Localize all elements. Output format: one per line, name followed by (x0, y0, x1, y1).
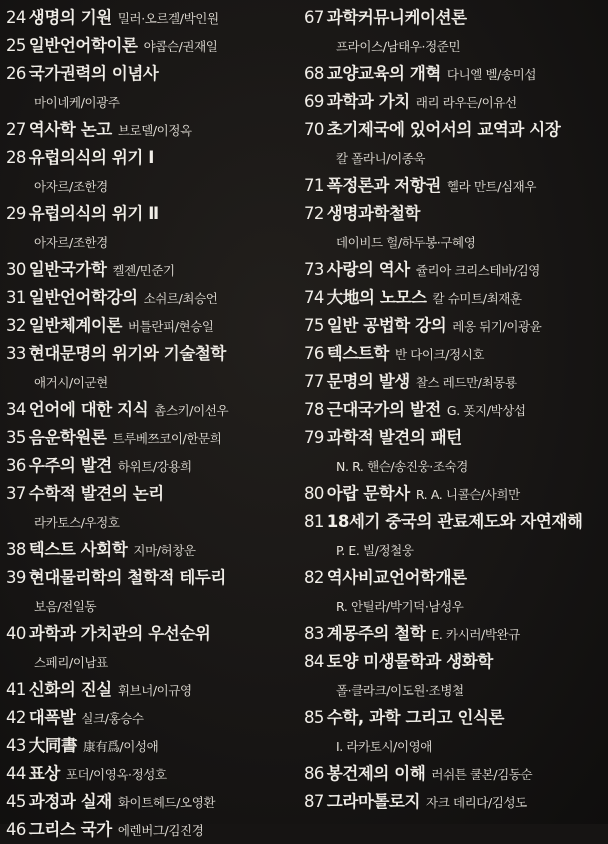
book-title: 표상 (28, 764, 60, 783)
book-author: 데이비드 헐/하두봉·구혜영 (336, 235, 476, 250)
book-num: 79 (304, 428, 324, 447)
book-title: 과학적 발견의 패턴 (326, 428, 462, 447)
book-num: 24 (6, 8, 26, 27)
book-author: 라카토스/우정호 (34, 515, 120, 530)
book-author: 에렌버그/김진경 (117, 823, 204, 838)
book-entry (304, 312, 604, 340)
book-author: E. 카시러/박완규 (431, 627, 520, 642)
book-title: 일반언어학강의 (28, 288, 138, 307)
book-author: 트루베쯔코이/한문희 (112, 431, 222, 446)
book-num: 26 (6, 64, 26, 83)
book-title: 大地의 노모스 (326, 288, 427, 307)
book-entry (6, 704, 306, 732)
book-author: 보음/전일동 (34, 599, 97, 614)
book-num: 42 (6, 708, 26, 727)
book-author: 프라이스/남태우·정준민 (336, 39, 461, 54)
book-author: 켈젠/민준기 (112, 263, 175, 278)
book-entry (304, 620, 604, 648)
book-num: 84 (304, 652, 324, 671)
book-num: 27 (6, 120, 26, 139)
book-num: 81 (304, 512, 324, 531)
book-entry (6, 788, 306, 816)
book-author: 반 다이크/정시호 (394, 347, 485, 362)
book-title: 문명의 발생 (326, 372, 410, 391)
book-entry (6, 452, 306, 480)
book-num: 25 (6, 36, 26, 55)
book-num: 69 (304, 92, 324, 111)
book-title: 大同書 (28, 736, 78, 755)
book-title: 폭정론과 저항권 (326, 176, 441, 195)
book-entry (6, 732, 306, 760)
book-num: 28 (6, 148, 26, 167)
book-entry (304, 116, 604, 144)
book-entry (304, 284, 604, 312)
book-title: 역사학 논고 (28, 120, 112, 139)
book-entry (6, 144, 306, 172)
book-entry (304, 200, 604, 228)
book-entry (6, 256, 306, 284)
book-author: 브로델/이정옥 (117, 123, 192, 138)
book-title: 그라마톨로지 (326, 792, 421, 811)
book-title: 초기제국에 있어서의 교역과 시장 (326, 120, 561, 139)
book-author-line (6, 508, 306, 536)
book-author: 스페리/이남표 (34, 655, 108, 670)
book-author: I. 라카토시/이영애 (336, 739, 432, 754)
book-author: G. 폿지/박상섭 (446, 403, 526, 418)
book-title: 과학과 가치관의 우선순위 (28, 624, 211, 643)
book-num: 85 (304, 708, 324, 727)
book-num: 35 (6, 428, 26, 447)
book-entry (304, 60, 604, 88)
left-column (6, 4, 306, 844)
book-num: 40 (6, 624, 26, 643)
book-author-line (304, 452, 604, 480)
book-author: 칼 슈미트/최재훈 (432, 291, 522, 306)
book-num: 71 (304, 176, 324, 195)
book-num: 76 (304, 344, 324, 363)
book-author: 촘스키/이선우 (154, 403, 229, 418)
book-title: 음운학원론 (28, 428, 107, 447)
book-author: 휘브너/이규영 (117, 683, 192, 698)
book-author: 찰스 레드만/최몽룡 (415, 375, 517, 390)
book-title: 생명과학철학 (326, 204, 421, 223)
book-num: 67 (304, 8, 324, 27)
book-entry (6, 676, 306, 704)
book-author: 야콥슨/권재일 (143, 39, 218, 54)
book-entry (304, 172, 604, 200)
book-entry (6, 60, 306, 88)
book-title: 생명의 기원 (28, 8, 112, 27)
book-title: 유럽의식의 위기 Ⅱ (28, 204, 159, 223)
book-title: 우주의 발견 (28, 456, 112, 475)
book-num: 75 (304, 316, 324, 335)
book-title: 과정과 실재 (28, 792, 112, 811)
book-author: 애거시/이군현 (34, 375, 108, 390)
book-num: 29 (6, 204, 26, 223)
book-author: 래리 라우든/이유선 (415, 95, 517, 110)
book-author: 폴·클라크/이도원·조병철 (336, 683, 464, 698)
book-title: 그리스 국가 (28, 820, 112, 839)
book-num: 83 (304, 624, 324, 643)
book-author: R. A. 니콜슨/사희만 (415, 487, 520, 502)
book-title: 수학적 발견의 논리 (28, 484, 164, 503)
book-title: 현대문명의 위기와 기술철학 (28, 344, 226, 363)
book-num: 33 (6, 344, 26, 363)
book-num: 45 (6, 792, 26, 811)
book-title: 일반국가학 (28, 260, 107, 279)
book-entry (304, 88, 604, 116)
book-author: 레옹 뒤기/이광윤 (452, 319, 542, 334)
book-entry (304, 368, 604, 396)
book-num: 82 (304, 568, 324, 587)
book-entry (304, 480, 604, 508)
book-title: 유럽의식의 위기 Ⅰ (28, 148, 154, 167)
book-num: 31 (6, 288, 26, 307)
book-entry (304, 648, 604, 676)
book-author: 마이네케/이광주 (34, 95, 120, 110)
book-entry (304, 508, 604, 536)
book-num: 41 (6, 680, 26, 699)
book-entry (6, 760, 306, 788)
book-entry (6, 200, 306, 228)
book-author: 밀러·오르겔/박인원 (117, 11, 219, 26)
book-author: 지마/허창운 (133, 543, 196, 558)
book-num: 72 (304, 204, 324, 223)
book-author: R. 안틸라/박기덕·남성우 (336, 599, 464, 614)
book-entry (6, 564, 306, 592)
book-entry (6, 340, 306, 368)
book-entry (304, 704, 604, 732)
book-author: 하위트/강용희 (117, 459, 192, 474)
book-author-line (304, 228, 604, 256)
book-author: 칼 폴라니/이종욱 (336, 151, 426, 166)
book-title: 과학과 가치 (326, 92, 410, 111)
book-author: 포더/이영옥·정성호 (65, 767, 167, 782)
book-entry (6, 480, 306, 508)
book-author: 화이트헤드/오영환 (117, 795, 216, 810)
book-author-line (304, 592, 604, 620)
book-title: 18세기 중국의 관료제도와 자연재해 (326, 512, 583, 531)
book-num: 46 (6, 820, 26, 839)
book-entry (304, 760, 604, 788)
book-author: 소쉬르/최승언 (143, 291, 218, 306)
book-author: 자크 데리다/김성도 (426, 795, 527, 810)
book-author-line (304, 32, 604, 60)
book-author: 버틀란피/현승일 (128, 319, 214, 334)
book-title: 국가권력의 이념사 (28, 64, 159, 83)
book-num: 78 (304, 400, 324, 419)
book-author-line (304, 536, 604, 564)
book-author-line (6, 228, 306, 256)
book-title: 수학, 과학 그리고 인식론 (326, 708, 505, 727)
book-title: 근대국가의 발전 (326, 400, 441, 419)
book-num: 38 (6, 540, 26, 559)
book-title: 현대물리학의 철학적 테두리 (28, 568, 226, 587)
book-author-line (6, 368, 306, 396)
book-num: 77 (304, 372, 324, 391)
book-entry (304, 340, 604, 368)
book-num: 43 (6, 736, 26, 755)
book-title: 일반언어학이론 (28, 36, 138, 55)
book-title: 신화의 진실 (28, 680, 112, 699)
book-num: 73 (304, 260, 324, 279)
book-entry (304, 424, 604, 452)
book-num: 80 (304, 484, 324, 503)
book-title: 언어에 대한 지식 (28, 400, 149, 419)
book-num: 87 (304, 792, 324, 811)
book-num: 70 (304, 120, 324, 139)
book-num: 86 (304, 764, 324, 783)
book-author: 다니엘 벨/송미섭 (446, 67, 537, 82)
book-author: 헬라 만트/심재우 (446, 179, 537, 194)
book-author: P. E. 빌/정철웅 (336, 543, 414, 558)
book-num: 36 (6, 456, 26, 475)
book-title: 계몽주의 철학 (326, 624, 426, 643)
book-title: 텍스트학 (326, 344, 389, 363)
book-entry (304, 788, 604, 816)
book-title: 사랑의 역사 (326, 260, 410, 279)
book-entry (304, 256, 604, 284)
book-num: 30 (6, 260, 26, 279)
book-num: 74 (304, 288, 324, 307)
book-title: 토양 미생물학과 생화학 (326, 652, 493, 671)
book-entry (6, 312, 306, 340)
book-author: 쥴리아 크리스테바/김영 (415, 263, 540, 278)
book-title: 대폭발 (28, 708, 76, 727)
book-num: 44 (6, 764, 26, 783)
book-entry (304, 4, 604, 32)
book-author-line (304, 144, 604, 172)
book-num: 68 (304, 64, 324, 83)
book-author: N. R. 핸슨/송진웅·조숙경 (336, 459, 468, 474)
right-column (304, 4, 604, 816)
book-entry (6, 396, 306, 424)
book-num: 32 (6, 316, 26, 335)
book-entry (6, 536, 306, 564)
book-title: 일반 공법학 강의 (326, 316, 447, 335)
book-entry (6, 284, 306, 312)
book-num: 34 (6, 400, 26, 419)
book-author-line (304, 676, 604, 704)
book-author-line (6, 172, 306, 200)
book-entry (6, 4, 306, 32)
book-title: 아랍 문학사 (326, 484, 410, 503)
book-author-line (304, 732, 604, 760)
book-author-line (6, 592, 306, 620)
book-author-line (6, 88, 306, 116)
book-title: 봉건제의 이해 (326, 764, 426, 783)
book-entry (6, 816, 306, 844)
book-entry (6, 620, 306, 648)
book-entry (6, 116, 306, 144)
book-title: 일반체계이론 (28, 316, 123, 335)
book-author: 康有爲/이성애 (83, 739, 159, 754)
book-title: 텍스트 사회학 (28, 540, 128, 559)
book-entry (6, 32, 306, 60)
book-author: 아자르/조한경 (34, 179, 108, 194)
book-num: 37 (6, 484, 26, 503)
book-author: 아자르/조한경 (34, 235, 108, 250)
book-title: 과학커뮤니케이션론 (326, 8, 467, 27)
book-author-line (6, 648, 306, 676)
book-entry (304, 396, 604, 424)
book-author: 러쉬튼 쿨본/김동순 (431, 767, 533, 782)
book-entry (6, 424, 306, 452)
book-entry (304, 564, 604, 592)
book-title: 역사비교언어학개론 (326, 568, 467, 587)
book-author: 실크/홍승수 (81, 711, 144, 726)
book-title: 교양교육의 개혁 (326, 64, 441, 83)
book-num: 39 (6, 568, 26, 587)
